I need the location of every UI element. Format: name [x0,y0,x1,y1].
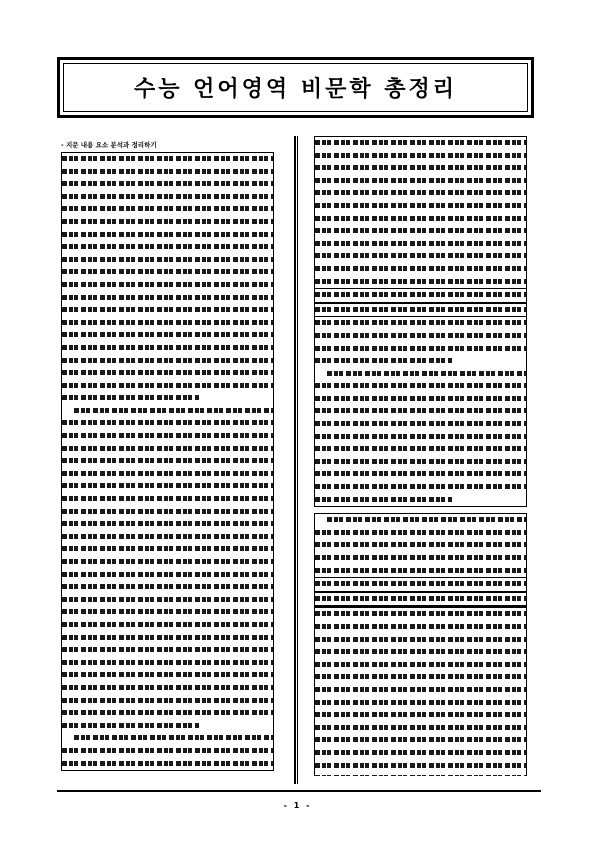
right-text-block-2 [314,513,527,607]
right-text-block-3 [314,607,527,776]
left-text-block [61,152,274,771]
footer-rule [57,790,541,792]
right-column [314,136,527,776]
left-column [61,140,274,780]
page-number: - 1 - [283,801,312,810]
column-divider [294,136,298,784]
right-text-block-1 [314,136,527,507]
section-bullet: - 지문 내용 요소 분석과 정리하기 [61,141,157,149]
document-title: 수능 언어영역 비문학 총정리 [57,57,534,118]
